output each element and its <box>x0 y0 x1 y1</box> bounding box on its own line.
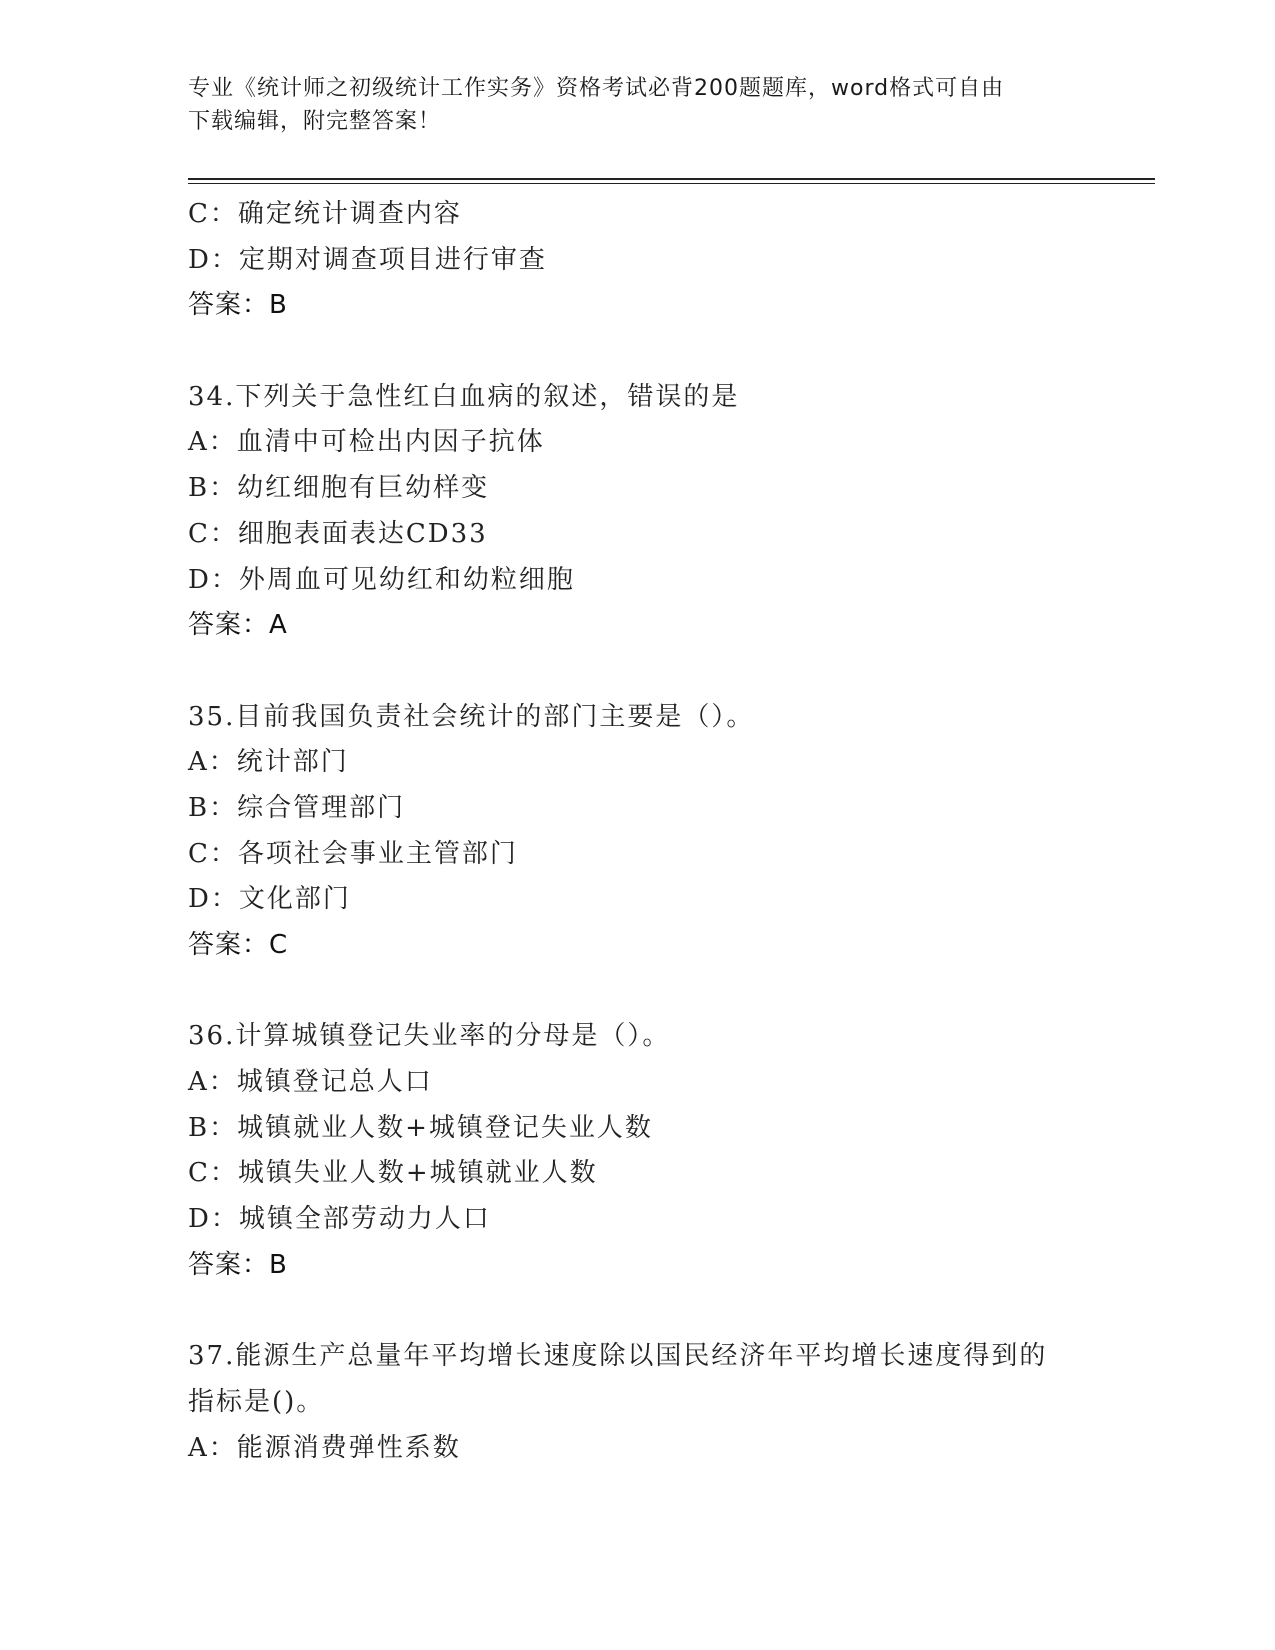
option-d: D：定期对调查项目进行审查 <box>188 244 547 275</box>
question-34 <box>188 375 1148 649</box>
question-37 <box>188 1334 1148 1471</box>
option-c: C：城镇失业人数+城镇就业人数 <box>188 1158 598 1189</box>
question-33-continued <box>188 192 1148 329</box>
header-divider-thick <box>188 178 1155 180</box>
header-title-line-1: 专业《统计师之初级统计工作实务》资格考试必背200题题库，word格式可自由 <box>188 76 1005 101</box>
question-spacer <box>188 969 1148 1015</box>
option-a: A：城镇登记总人口 <box>188 1067 433 1098</box>
answer-line: 答案：B <box>188 290 288 321</box>
question-spacer <box>188 649 1148 695</box>
option-c: C：细胞表面表达CD33 <box>188 518 488 549</box>
option-c: C：确定统计调查内容 <box>188 199 462 229</box>
option-a: A：血清中可检出内因子抗体 <box>188 427 545 458</box>
question-stem: 34.下列关于急性红白血病的叙述，错误的是 <box>188 381 740 412</box>
question-spacer <box>188 1289 1148 1335</box>
question-stem-line-2: 指标是()。 <box>188 1386 325 1417</box>
question-list <box>188 192 1148 1471</box>
option-d: D：城镇全部劳动力人口 <box>188 1204 491 1235</box>
question-stem: 36.计算城镇登记失业率的分母是（）。 <box>188 1021 671 1052</box>
question-stem: 35.目前我国负责社会统计的部门主要是（）。 <box>188 701 755 732</box>
option-d: D：外周血可见幼红和幼粒细胞 <box>188 564 575 595</box>
header-title-line-2: 下载编辑，附完整答案！ <box>188 109 442 134</box>
question-spacer <box>188 329 1148 375</box>
option-c: C：各项社会事业主管部门 <box>188 838 518 869</box>
option-a: A：统计部门 <box>188 747 349 778</box>
option-b: B：城镇就业人数+城镇登记失业人数 <box>188 1112 653 1143</box>
question-36 <box>188 1014 1148 1288</box>
question-stem-line-1: 37.能源生产总量年平均增长速度除以国民经济年平均增长速度得到的 <box>188 1341 1048 1372</box>
answer-line: 答案：B <box>188 1249 288 1280</box>
answer-line: 答案：A <box>188 610 288 641</box>
document-header <box>188 72 1068 138</box>
question-35 <box>188 695 1148 969</box>
option-d: D：文化部门 <box>188 884 351 915</box>
answer-line: 答案：C <box>188 930 289 960</box>
option-a: A：能源消费弹性系数 <box>188 1432 461 1463</box>
option-b: B：幼红细胞有巨幼样变 <box>188 473 490 504</box>
header-divider-thin <box>188 183 1155 184</box>
option-b: B：综合管理部门 <box>188 792 406 823</box>
